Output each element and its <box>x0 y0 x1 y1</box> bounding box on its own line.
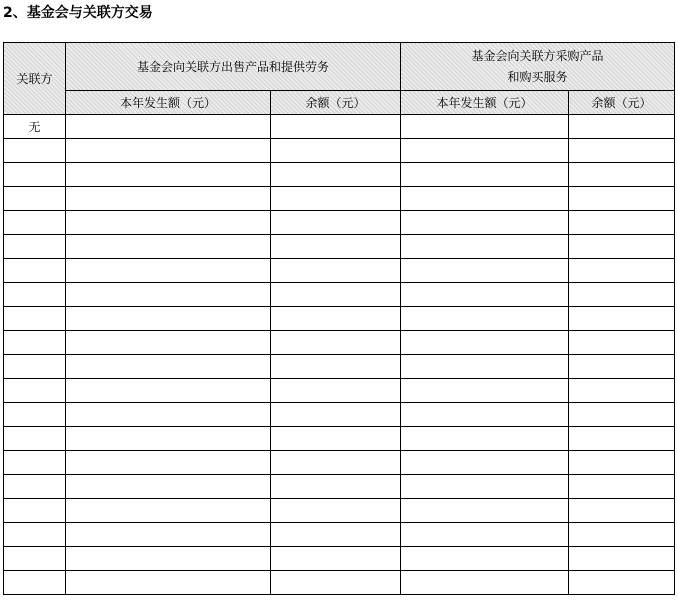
related-party-cell <box>4 547 66 571</box>
related-party-cell <box>4 499 66 523</box>
table-row <box>4 571 675 595</box>
purchase-balance-cell <box>569 403 675 427</box>
related-party-transactions-table <box>3 42 675 595</box>
sales-balance-cell <box>271 283 401 307</box>
purchase-current-amount-cell <box>401 547 569 571</box>
sales-balance-cell <box>271 187 401 211</box>
section-heading: 2、基金会与关联方交易 <box>3 5 153 21</box>
table-row <box>4 187 675 211</box>
purchase-current-amount-cell <box>401 259 569 283</box>
sales-balance-cell <box>271 523 401 547</box>
purchase-current-amount-cell <box>401 355 569 379</box>
sales-balance-cell <box>271 235 401 259</box>
purchase-current-amount-cell <box>401 307 569 331</box>
sales-current-amount-cell <box>66 571 271 595</box>
purchase-balance-cell <box>569 211 675 235</box>
purchase-balance-cell <box>569 283 675 307</box>
sales-current-amount-header: 本年发生额（元） <box>66 91 271 115</box>
related-party-cell <box>4 283 66 307</box>
sales-current-amount-cell <box>66 499 271 523</box>
purchase-balance-cell <box>569 139 675 163</box>
sales-current-amount-cell <box>66 475 271 499</box>
table-row <box>4 379 675 403</box>
related-party-cell <box>4 355 66 379</box>
sales-balance-cell <box>271 355 401 379</box>
sales-balance-cell <box>271 211 401 235</box>
purchase-balance-cell <box>569 259 675 283</box>
sales-current-amount-cell <box>66 211 271 235</box>
sales-current-amount-cell <box>66 139 271 163</box>
purchase-current-amount-cell <box>401 115 569 139</box>
sales-current-amount-cell <box>66 115 271 139</box>
sales-balance-cell <box>271 163 401 187</box>
sales-current-amount-cell <box>66 283 271 307</box>
purchase-current-amount-cell <box>401 475 569 499</box>
related-party-header: 关联方 <box>4 43 66 115</box>
table-row <box>4 523 675 547</box>
table-row <box>4 307 675 331</box>
purchase-current-amount-cell <box>401 379 569 403</box>
sales-balance-cell <box>271 403 401 427</box>
purchase-current-amount-cell <box>401 451 569 475</box>
purchase-current-amount-cell <box>401 235 569 259</box>
sales-current-amount-cell <box>66 547 271 571</box>
sales-current-amount-cell <box>66 451 271 475</box>
sales-balance-cell <box>271 115 401 139</box>
purchase-balance-cell <box>569 379 675 403</box>
sales-current-amount-cell <box>66 187 271 211</box>
purchase-current-amount-cell <box>401 403 569 427</box>
sales-current-amount-cell <box>66 307 271 331</box>
purchase-current-amount-cell <box>401 211 569 235</box>
purchase-balance-cell <box>569 235 675 259</box>
sales-current-amount-cell <box>66 235 271 259</box>
table-row <box>4 163 675 187</box>
sales-balance-cell <box>271 379 401 403</box>
purchase-current-amount-cell <box>401 163 569 187</box>
table-row <box>4 547 675 571</box>
sales-current-amount-cell <box>66 259 271 283</box>
sales-balance-cell <box>271 571 401 595</box>
purchase-current-amount-header: 本年发生额（元） <box>401 91 569 115</box>
purchase-current-amount-cell <box>401 571 569 595</box>
sales-current-amount-cell <box>66 523 271 547</box>
related-party-cell <box>4 451 66 475</box>
purchase-current-amount-cell <box>401 499 569 523</box>
table-row <box>4 235 675 259</box>
table-row <box>4 331 675 355</box>
related-party-cell <box>4 163 66 187</box>
purchase-balance-cell <box>569 331 675 355</box>
related-party-cell <box>4 475 66 499</box>
related-party-cell <box>4 427 66 451</box>
purchase-group-header <box>401 43 675 91</box>
table-row <box>4 259 675 283</box>
sales-balance-header: 余额（元） <box>271 91 401 115</box>
purchase-balance-cell <box>569 547 675 571</box>
purchase-current-amount-cell <box>401 283 569 307</box>
purchase-balance-header: 余额（元） <box>569 91 675 115</box>
related-party-cell <box>4 523 66 547</box>
table-row <box>4 211 675 235</box>
purchase-balance-cell <box>569 427 675 451</box>
purchase-balance-cell <box>569 187 675 211</box>
related-party-cell <box>4 211 66 235</box>
sales-balance-cell <box>271 499 401 523</box>
sales-current-amount-cell <box>66 355 271 379</box>
header-row-sub <box>4 91 675 115</box>
purchase-balance-cell <box>569 523 675 547</box>
related-party-cell <box>4 139 66 163</box>
purchase-current-amount-cell <box>401 187 569 211</box>
related-party-cell <box>4 571 66 595</box>
purchase-balance-cell <box>569 307 675 331</box>
sales-current-amount-cell <box>66 427 271 451</box>
table-row <box>4 139 675 163</box>
purchase-current-amount-cell <box>401 331 569 355</box>
sales-current-amount-cell <box>66 163 271 187</box>
sales-group-header: 基金会向关联方出售产品和提供劳务 <box>66 43 401 91</box>
purchase-group-header-line2: 和购买服务 <box>507 69 568 84</box>
purchase-current-amount-cell <box>401 523 569 547</box>
purchase-balance-cell <box>569 571 675 595</box>
sales-balance-cell <box>271 307 401 331</box>
table-row <box>4 403 675 427</box>
table-row <box>4 115 675 139</box>
header-row-group <box>4 43 675 91</box>
purchase-balance-cell <box>569 451 675 475</box>
related-party-cell <box>4 403 66 427</box>
sales-current-amount-cell <box>66 331 271 355</box>
table-row <box>4 283 675 307</box>
table-row <box>4 427 675 451</box>
related-party-cell <box>4 331 66 355</box>
related-party-cell <box>4 259 66 283</box>
related-party-cell <box>4 187 66 211</box>
purchase-balance-cell <box>569 499 675 523</box>
related-party-cell <box>4 379 66 403</box>
sales-current-amount-cell <box>66 379 271 403</box>
purchase-balance-cell <box>569 355 675 379</box>
sales-balance-cell <box>271 139 401 163</box>
sales-balance-cell <box>271 547 401 571</box>
purchase-balance-cell <box>569 163 675 187</box>
purchase-balance-cell <box>569 115 675 139</box>
purchase-current-amount-cell <box>401 139 569 163</box>
sales-balance-cell <box>271 331 401 355</box>
purchase-group-header-line1: 基金会向关联方采购产品 <box>471 48 604 63</box>
purchase-balance-cell <box>569 475 675 499</box>
purchase-current-amount-cell <box>401 427 569 451</box>
table-row <box>4 475 675 499</box>
table-row <box>4 355 675 379</box>
related-party-cell <box>4 235 66 259</box>
related-party-cell: 无 <box>4 115 66 139</box>
sales-balance-cell <box>271 475 401 499</box>
sales-current-amount-cell <box>66 403 271 427</box>
related-party-cell <box>4 307 66 331</box>
sales-balance-cell <box>271 451 401 475</box>
sales-balance-cell <box>271 259 401 283</box>
table-row <box>4 451 675 475</box>
table-body <box>4 115 675 595</box>
table-row <box>4 499 675 523</box>
sales-balance-cell <box>271 427 401 451</box>
